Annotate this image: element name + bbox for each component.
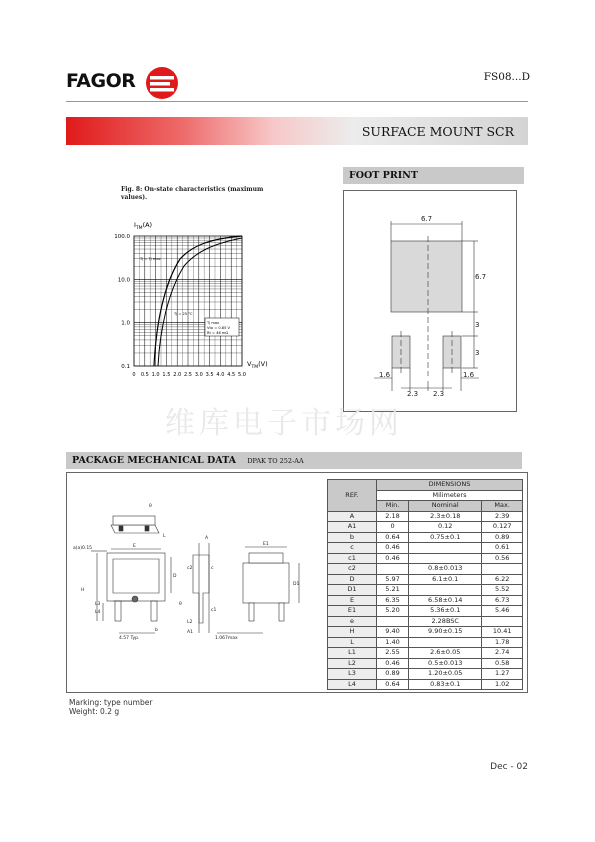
- value-cell: 6.58±0.14: [409, 595, 482, 606]
- fp-dim-pitch-right: 2.3: [433, 390, 445, 398]
- watermark: 维库电子市场网: [165, 406, 403, 441]
- value-cell: 2.55: [377, 648, 409, 659]
- ref-cell: L3: [328, 669, 377, 680]
- ref-cell: L2: [328, 658, 377, 669]
- value-cell: 10.41: [482, 627, 523, 638]
- header-divider: [66, 101, 528, 102]
- x-tick-label: 1.5: [162, 372, 171, 378]
- value-cell: 2.18: [377, 511, 409, 522]
- dim-theta-2: θ: [179, 602, 182, 607]
- x-axis-label: $V_{TM}(V)$: [247, 360, 268, 370]
- footprint-section-header: FOOT PRINT: [343, 167, 524, 184]
- on-state-chart: [110, 214, 285, 384]
- package-drawing: [67, 473, 327, 691]
- part-number: FS08...D: [483, 71, 530, 83]
- table-row: [328, 637, 523, 648]
- value-cell: 2.39: [482, 511, 523, 522]
- ref-cell: E: [328, 595, 377, 606]
- value-cell: 0.75±0.1: [409, 532, 482, 543]
- dim-A1-label: A1: [187, 630, 193, 635]
- page-title: SURFACE MOUNT SCR: [361, 124, 514, 139]
- table-row: [328, 616, 523, 627]
- value-cell: 2.6±0.05: [409, 648, 482, 659]
- curve-tj-max: [154, 236, 242, 366]
- fagor-logo: [66, 66, 186, 100]
- value-cell: 5.97: [377, 574, 409, 585]
- value-cell: 2.74: [482, 648, 523, 659]
- chart-grid: [134, 236, 242, 366]
- x-tick-label: 2.5: [184, 372, 192, 378]
- value-cell: 0.127: [482, 522, 523, 533]
- dim-b-label: b: [155, 628, 158, 633]
- ref-cell: A1: [328, 522, 377, 533]
- value-cell: 6.35: [377, 595, 409, 606]
- footprint-panel: [343, 190, 517, 412]
- table-row: [328, 595, 523, 606]
- ref-cell: c1: [328, 553, 377, 564]
- ref-cell: D: [328, 574, 377, 585]
- fagor-logo-icon: [144, 66, 180, 100]
- value-cell: 5.46: [482, 606, 523, 617]
- ref-cell: c: [328, 543, 377, 554]
- table-row: [328, 679, 523, 690]
- table-row: [328, 574, 523, 585]
- y-axis-label: $I_{TM}(A)$: [134, 221, 153, 231]
- ref-cell: b: [328, 532, 377, 543]
- value-cell: 0.58: [482, 658, 523, 669]
- annotation-tj-max: Tj = Tj max: [140, 257, 161, 261]
- ref-cell: e: [328, 616, 377, 627]
- dim-c2-label: c2: [187, 566, 193, 571]
- value-cell: 5.20: [377, 606, 409, 617]
- value-cell: [377, 564, 409, 575]
- col-nominal: Nominal: [409, 501, 482, 512]
- value-cell: [409, 553, 482, 564]
- fp-dim-gap: 3: [475, 321, 480, 329]
- value-cell: 0.5±0.013: [409, 658, 482, 669]
- annotation-box-line-1: Tj max: [207, 321, 220, 325]
- value-cell: 9.40: [377, 627, 409, 638]
- value-cell: 0.12: [409, 522, 482, 533]
- x-tick-label: 4.0: [216, 372, 225, 378]
- value-cell: 0.89: [482, 532, 523, 543]
- annotation-box-line-3: Rt = 46 mΩ: [207, 331, 229, 335]
- package-section-header: [66, 452, 522, 469]
- value-cell: 1.02: [482, 679, 523, 690]
- dim-L2-label: L2: [187, 620, 193, 625]
- table-row: [328, 658, 523, 669]
- table-row: [328, 543, 523, 554]
- value-cell: 1.40: [377, 637, 409, 648]
- value-cell: 0: [377, 522, 409, 533]
- dim-pitch-label: 4.57 Typ.: [119, 636, 140, 641]
- x-tick-label: 3.5: [205, 372, 214, 378]
- ref-cell: c2: [328, 564, 377, 575]
- value-cell: [482, 564, 523, 575]
- fp-dim-lead-width-left: 1.6: [379, 371, 391, 379]
- value-cell: 0.64: [377, 532, 409, 543]
- value-cell: 1.27: [482, 669, 523, 680]
- value-cell: 0.56: [482, 553, 523, 564]
- value-cell: 0.61: [482, 543, 523, 554]
- dim-L3-label: L3: [95, 602, 101, 607]
- annotation-box-line-2: Vto = 0.85 V: [207, 326, 230, 330]
- value-cell: 2.3±0.18: [409, 511, 482, 522]
- x-tick-label: 0: [132, 372, 136, 378]
- dim-theta-1: θ: [149, 504, 152, 509]
- x-tick-label: 5.0: [238, 372, 246, 378]
- title-banner: [66, 117, 528, 145]
- value-cell: 5.52: [482, 585, 523, 596]
- value-cell: 1.20±0.05: [409, 669, 482, 680]
- dim-E1-label: E1: [263, 542, 269, 547]
- table-row: [328, 522, 523, 533]
- value-cell: 6.73: [482, 595, 523, 606]
- x-tick-label: 0.5: [140, 372, 149, 378]
- package-subtitle: DPAK TO 252-AA: [247, 457, 304, 465]
- fp-dim-pad-height: 6.7: [475, 273, 487, 281]
- value-cell: 6.22: [482, 574, 523, 585]
- dim-E-label: E: [133, 544, 136, 549]
- value-cell: [482, 616, 523, 627]
- ref-cell: L4: [328, 679, 377, 690]
- dimensions-table: [327, 479, 523, 690]
- value-cell: 0.83±0.1: [409, 679, 482, 690]
- value-cell: 9.90±0.15: [409, 627, 482, 638]
- value-cell: 0.89: [377, 669, 409, 680]
- value-cell: 0.64: [377, 679, 409, 690]
- dim-D-label: D: [173, 574, 177, 579]
- value-cell: 0.46: [377, 658, 409, 669]
- ref-cell: E1: [328, 606, 377, 617]
- ref-cell: H: [328, 627, 377, 638]
- brand-name: FAGOR: [66, 70, 136, 92]
- dimensions-table-body: [328, 511, 523, 690]
- ref-cell: D1: [328, 585, 377, 596]
- package-title: PACKAGE MECHANICAL DATA: [72, 455, 237, 466]
- x-tick-label: 3.0: [194, 372, 203, 378]
- x-tick-labels: [132, 372, 246, 378]
- fp-dim-top-width: 6.7: [421, 215, 433, 223]
- x-tick-label: 2.0: [173, 372, 182, 378]
- table-row: [328, 669, 523, 680]
- fp-dim-pitch-left: 2.3: [407, 390, 419, 398]
- footer-date: Dec - 02: [490, 762, 528, 772]
- value-cell: 1.78: [482, 637, 523, 648]
- table-row: [328, 564, 523, 575]
- dim-L4-label: L4: [95, 610, 101, 615]
- fp-dim-lead-width-right: 1.6: [463, 371, 475, 379]
- ref-cell: L: [328, 637, 377, 648]
- value-cell: 0.8±0.013: [409, 564, 482, 575]
- value-cell: [409, 637, 482, 648]
- y-tick-label: 10.0: [117, 277, 130, 284]
- table-row: [328, 606, 523, 617]
- table-row: [328, 648, 523, 659]
- dim-c-label: c: [211, 566, 214, 571]
- figure-caption: Fig. 8: On-state characteristics (maximum values).: [121, 186, 264, 201]
- table-row: [328, 585, 523, 596]
- value-cell: [409, 585, 482, 596]
- ref-header: REF.: [328, 480, 377, 512]
- y-tick-label: 0.1: [121, 364, 130, 370]
- value-cell: 0.46: [377, 543, 409, 554]
- value-cell: [377, 616, 409, 627]
- value-cell: 5.36±0.1: [409, 606, 482, 617]
- table-row: [328, 627, 523, 638]
- unit-header: Milimeters: [377, 490, 523, 501]
- x-tick-label: 4.5: [227, 372, 236, 378]
- dim-c1-label: c1: [211, 608, 217, 613]
- y-tick-labels: [114, 234, 130, 370]
- y-tick-label: 100.0: [114, 234, 130, 240]
- annotation-tj-25: Tj = 25 °C: [174, 312, 193, 316]
- table-row: [328, 553, 523, 564]
- ref-cell: L1: [328, 648, 377, 659]
- col-min: Min.: [377, 501, 409, 512]
- dimensions-header: DIMENSIONS: [377, 480, 523, 491]
- value-cell: [409, 543, 482, 554]
- ref-cell: A: [328, 511, 377, 522]
- marking-note: Marking: type number: [69, 698, 153, 707]
- table-row: [328, 511, 523, 522]
- dim-H-label: H: [81, 588, 85, 593]
- y-tick-label: 1.0: [121, 320, 130, 327]
- table-row: [328, 532, 523, 543]
- value-cell: 5.21: [377, 585, 409, 596]
- dim-L-label: L: [163, 534, 166, 539]
- col-max: Max.: [482, 501, 523, 512]
- x-tick-label: 1.0: [151, 372, 160, 378]
- footprint-drawing: [344, 191, 516, 411]
- value-cell: 0.46: [377, 553, 409, 564]
- weight-note: Weight: 0.2 g: [69, 707, 120, 716]
- dim-A-label: A: [205, 536, 209, 541]
- dim-a-angle: a(a)0.15: [73, 546, 93, 551]
- fp-dim-lead-length: 3: [475, 349, 480, 357]
- value-cell: 6.1±0.1: [409, 574, 482, 585]
- dim-D1-label: D1: [293, 582, 300, 587]
- dim-e-typ-label: 1.067max: [215, 636, 238, 641]
- value-cell: 2.28BSC: [409, 616, 482, 627]
